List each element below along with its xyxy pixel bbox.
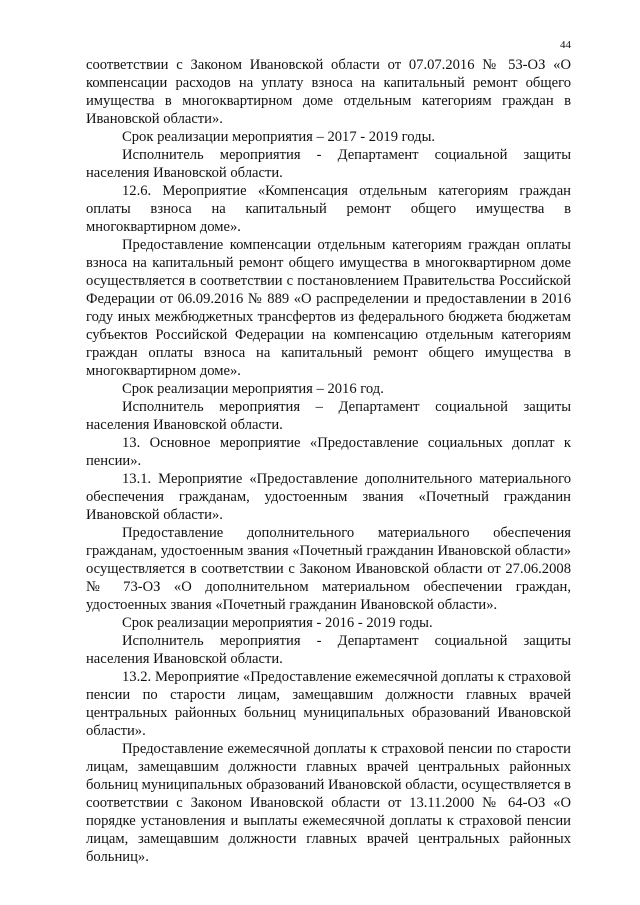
paragraph: Срок реализации мероприятия - 2016 - 2019 годы. xyxy=(122,615,433,631)
paragraph: Исполнитель мероприятия - Департамент социальной защиты населения Ивановской области. xyxy=(86,633,571,667)
paragraph: 13. Основное мероприятие «Предоставление социальных доплат к пенсии». xyxy=(86,435,571,469)
paragraph: Предоставление ежемесячной доплаты к страховой пенсии по старости лицам, замещавшим должности главных врачей центральных районных больниц муниципальных образований Ивановской области, осуществляется в соответствии с Законом Ивановской области от 13.11.2000 № 64-ОЗ «О порядке установления и выплаты ежемесячной доплаты к страховой пенсии лицам, замещавшим должности главных врачей центральных районных больниц». xyxy=(86,741,571,865)
paragraph: соответствии с Законом Ивановской области от 07.07.2016 № 53-ОЗ «О компенсации расходов на уплату взноса на капитальный ремонт общего имущества в многоквартирном доме отдельным категориям граждан в Ивановской области». xyxy=(86,57,571,127)
paragraph: Исполнитель мероприятия – Департамент социальной защиты населения Ивановской области. xyxy=(86,399,571,433)
paragraph: 13.2. Мероприятие «Предоставление ежемесячной доплаты к страховой пенсии по старости лицам, замещавшим должности главных врачей центральных районных больниц муниципальных образований Ивановской области». xyxy=(86,669,571,739)
paragraph: Срок реализации мероприятия – 2016 год. xyxy=(122,381,384,397)
page-number: 44 xyxy=(560,39,571,51)
paragraph: 13.1. Мероприятие «Предоставление дополнительного материального обеспечения гражданам, удостоенным звания «Почетный гражданин Ивановской области». xyxy=(86,471,571,523)
paragraph: Срок реализации мероприятия – 2017 - 2019 годы. xyxy=(122,129,436,145)
paragraph: 12.6. Мероприятие «Компенсация отдельным категориям граждан оплаты взноса на капитальный ремонт общего имущества в многоквартирном доме». xyxy=(86,183,571,235)
paragraph: Предоставление дополнительного материального обеспечения гражданам, удостоенным звания «Почетный гражданин Ивановской области» осуществляется в соответствии с Законом Ивановской области от 27.06.2008 № 73-ОЗ «О дополнительном материальном обеспечении граждан, удостоенных звания «Почетный гражданин Ивановской области». xyxy=(86,525,571,613)
paragraph: Исполнитель мероприятия - Департамент социальной защиты населения Ивановской области. xyxy=(86,147,571,181)
paragraph: Предоставление компенсации отдельным категориям граждан оплаты взноса на капитальный ремонт общего имущества в многоквартирном доме осуществляется в соответствии с постановлением Правительства Российской Федерации от 06.09.2016 № 889 «О распределении и предоставлении в 2016 году иных межбюджетных трансфертов из федерального бюджета бюджетам субъектов Российской Федерации на компенсацию отдельным категориям граждан оплаты взноса на капитальный ремонт общего имущества в многоквартирном доме». xyxy=(86,237,571,379)
document-body xyxy=(86,56,571,866)
